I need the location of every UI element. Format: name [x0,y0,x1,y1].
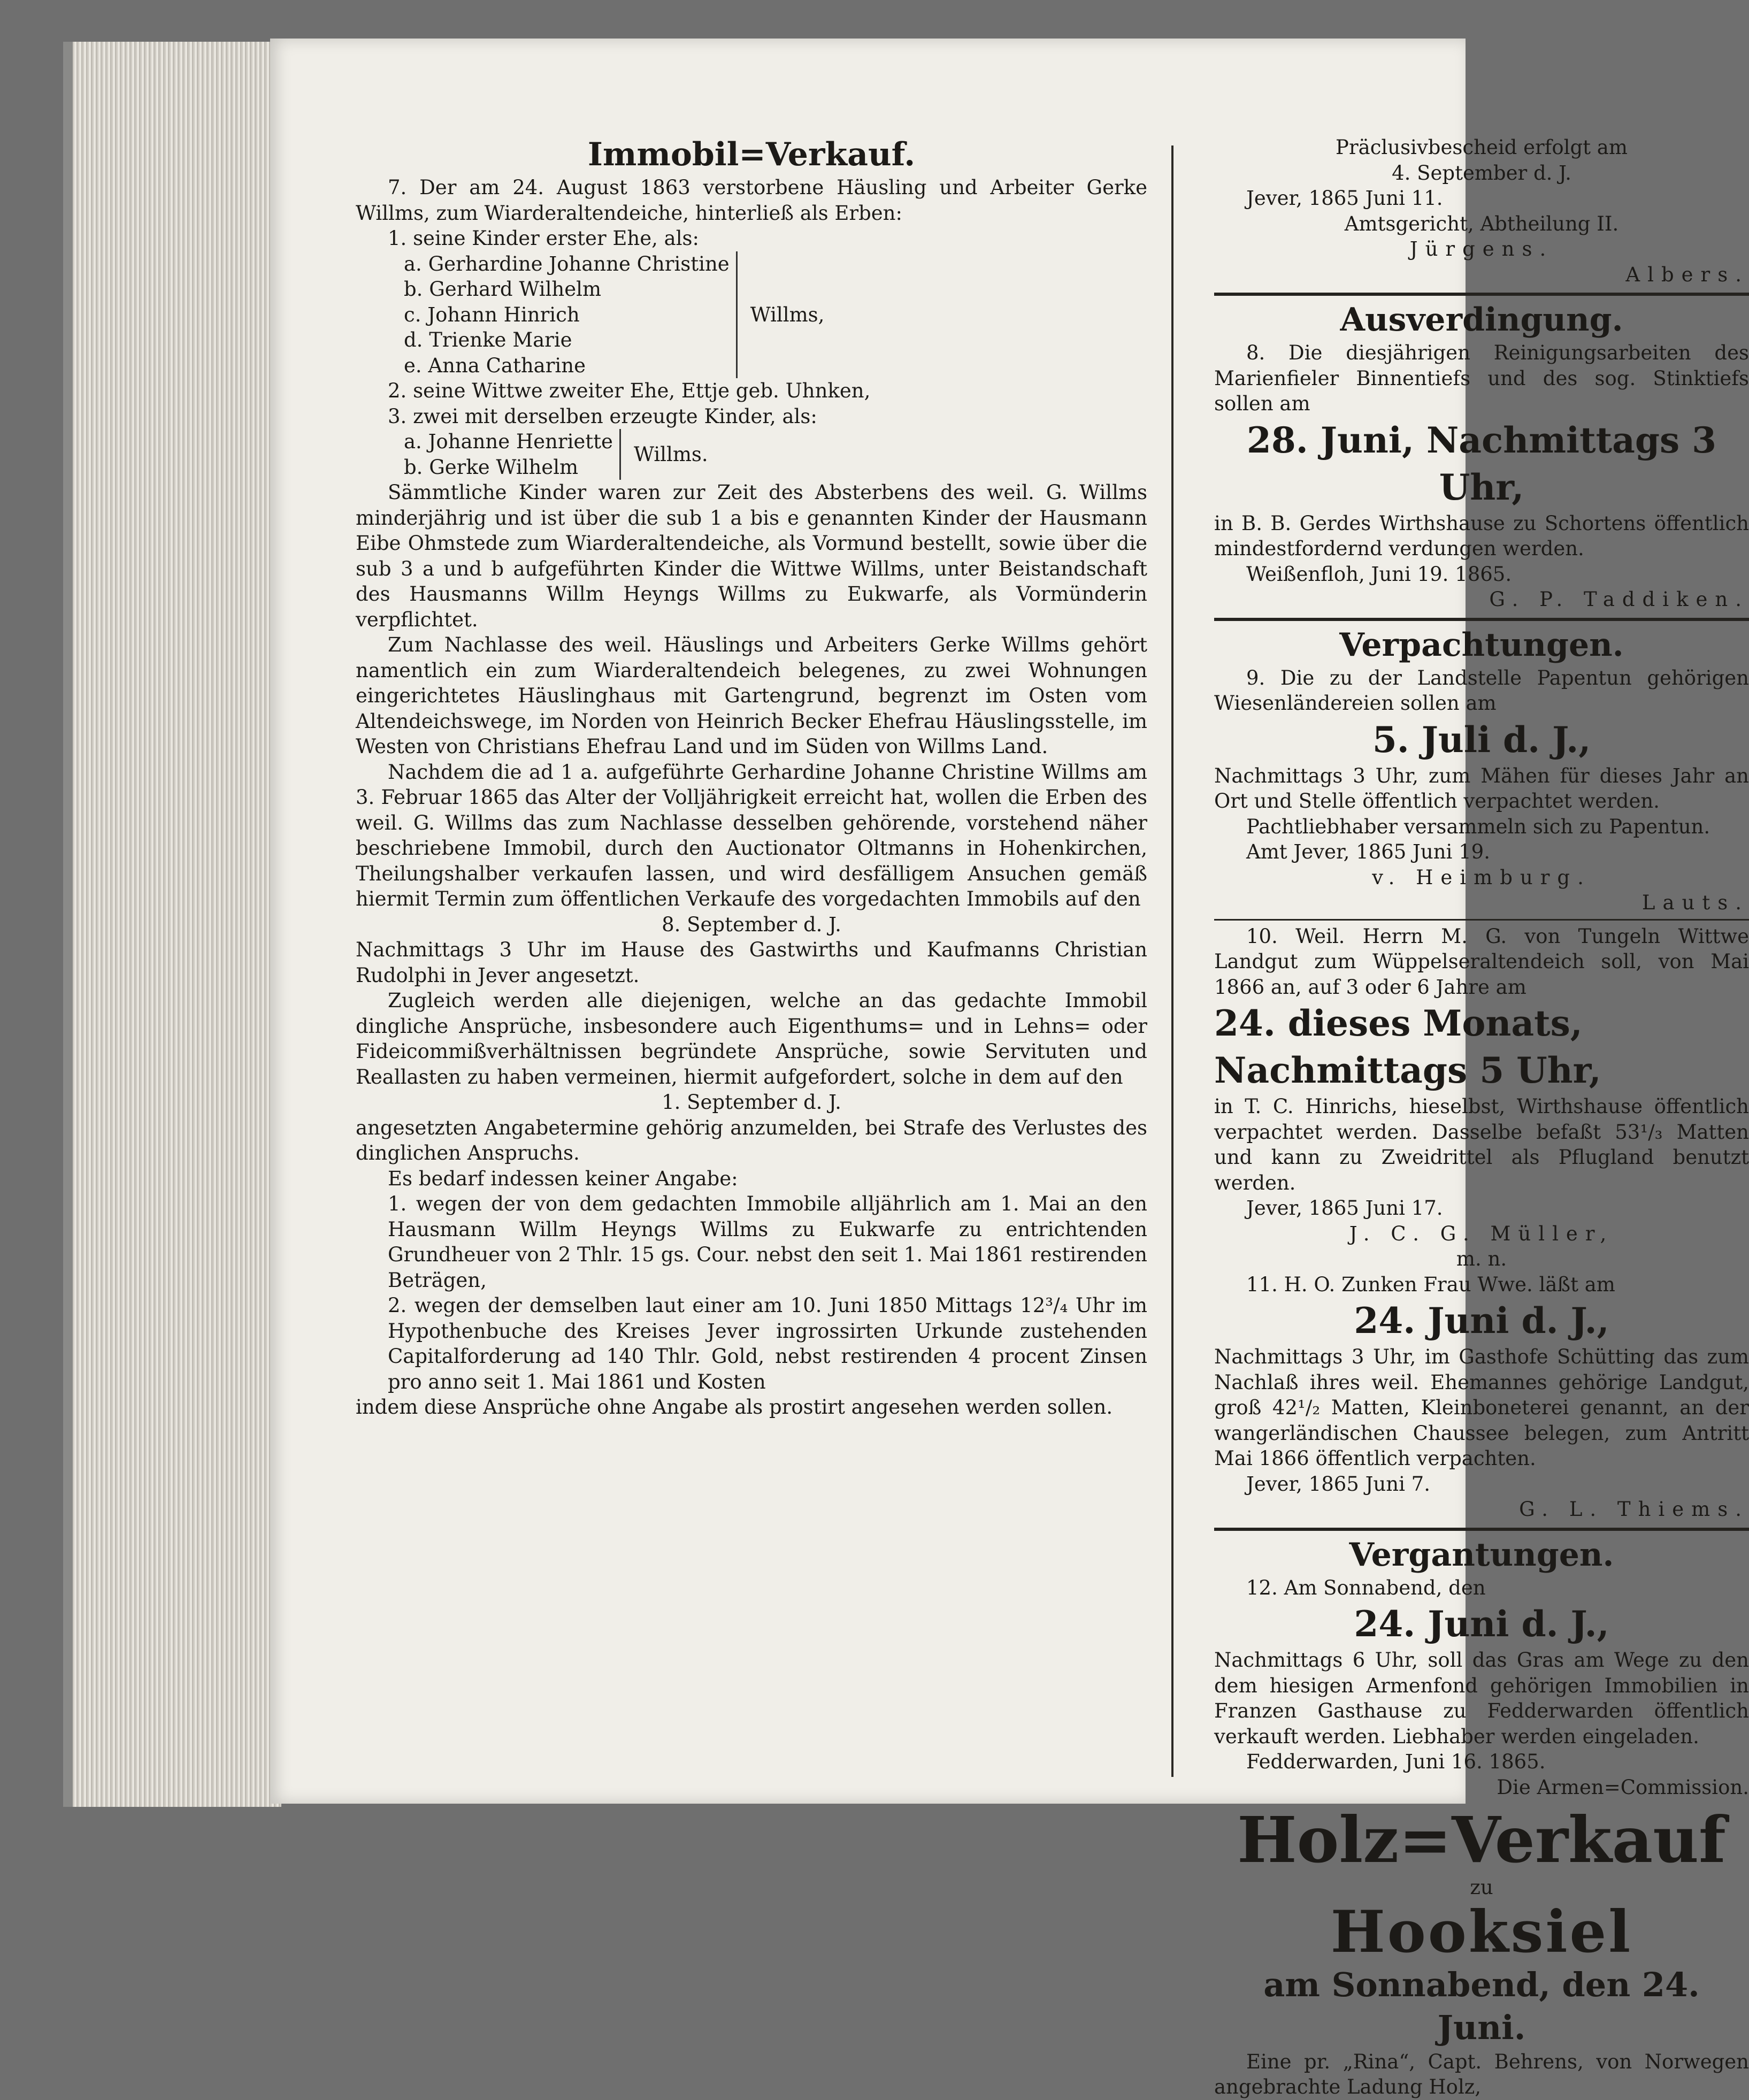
notice-8-text: 8. Die diesjährigen Reinigungsarbeiten des Marienfieler Binnentiefs und des sog. Stinktiefs sollen am [1214,341,1749,415]
claims-date: 1. September d. J. [662,1091,841,1114]
holz-verkauf-title: Holz=Verkauf [1237,1803,1726,1877]
ausverdingung-title: Ausverdingung. [1340,301,1623,339]
notice-9-dateline: Amt Jever, 1865 Juni 19. [1246,840,1490,863]
notice-10-signature-2: m. n. [1456,1247,1507,1270]
heir-item: b. Gerke Wilhelm [404,455,579,479]
court-name: Amtsgericht, Abtheilung II. [1344,212,1619,235]
guardianship-paragraph: Sämmtliche Kinder waren zur Zeit des Absterbens des weil. G. Willms minderjährig und ist über die sub 1 a bis e genannten Kinder der Hausmann Eibe Ohmstede zum Wiarderaltendeiche, als Vormund bestellt, sowie über die sub 3 a und b aufgeführten Kinder die Wittwe Willms, unter Beistandschaft des Hausmanns Willm Heyngs Willms zu Eukwarfe, als Vormünderin verpflichtet. [356,481,1147,631]
clerk-signature: Albers. [1625,263,1749,286]
preclusion-line: Präclusivbescheid erfolgt am [1336,136,1628,159]
notice-12-signature: Die Armen=Commission. [1497,1775,1749,1799]
heirs-group-2 [356,429,1147,480]
claims-paragraph: Zugleich werden alle diejenigen, welche an das gedachte Immobil dingliche Ansprüche, insbesondere auch Eigenthums= und in Lehns= oder Fideicommißverhältnissen begründete Ansprüche, sowie Servituten und Reallasten zu haben vermeinen, hiermit aufgefordert, solche in dem auf den [356,989,1147,1089]
holz-text: Eine pr. „Rina“, Capt. Behrens, von Norwegen angebrachte Ladung Holz, [1214,2050,1749,2098]
notice-9-signature-2: Lauts. [1641,891,1749,914]
notice-9-text: 9. Die zu der Landstelle Papentun gehörigen Wiesenländereien sollen am [1214,666,1749,715]
immobil-verkauf-title: Immobil=Verkauf. [587,136,916,173]
heirs-list-2 [404,429,621,480]
heirs-surname-2: Willms. [633,443,708,466]
court-signature: Jürgens. [1409,237,1554,260]
column-rule [1171,145,1173,1777]
exceptions-intro: Es bedarf indessen keiner Angabe: [388,1167,738,1190]
preclusion-date: 4. September d. J. [1392,161,1571,185]
heirs-surname-1: Willms, [750,303,825,326]
notice-9-details: Nachmittags 3 Uhr, zum Mähen für dieses Jahr an Ort und Stelle öffentlich verpachtet werden. [1214,764,1749,813]
left-column [356,135,1147,1420]
heir-item: d. Trienke Marie [404,328,572,351]
exception-1: 1. wegen der von dem gedachten Immobile alljährlich am 1. Mai an den Hausmann Willm Heyngs Willms zu Eukwarfe zu entrichtenden Grundheuer von 2 Thlr. 15 gs. Cour. nebst den seit 1. Mai 1861 restirenden Beträgen, [388,1192,1147,1292]
notice-10-text: 10. Weil. Herrn M. G. von Tungeln Wittwe Landgut zum Wüppelseraltendeich soll, von Mai 1866 an, auf 3 oder 6 Jahre am [1214,924,1749,999]
verpachtungen-title: Verpachtungen. [1339,626,1624,664]
holz-date: am Sonnabend, den 24. Juni. [1263,1965,1700,2047]
claims-penalty: angesetzten Angabetermine gehörig anzumelden, bei Strafe des Verlustes des dinglichen Anspruchs. [356,1116,1147,1164]
estate-paragraph: Zum Nachlasse des weil. Häuslings und Arbeiters Gerke Willms gehört namentlich ein zum Wiarderaltendeich belegenes, zu zwei Wohnungen eingerichtetes Häuslinghaus mit Gartengrund, begrenzt im Osten vom Altendeichswege, im Norden von Heinrich Becker Ehefrau Häuslingsstelle, im Westen von Christians Ehefrau Land und im Süden von Willms Land. [356,633,1147,758]
notice-divider [1214,919,1749,921]
notice-11-text: 11. H. O. Zunken Frau Wwe. läßt am [1246,1273,1615,1296]
holz-place: Hooksiel [1330,1898,1633,1966]
notice-12-dateline: Fedderwarden, Juni 16. 1865. [1246,1750,1546,1773]
vergantungen-title: Vergantungen. [1349,1536,1614,1574]
notice-8-signature: G. P. Taddiken. [1489,588,1749,611]
notice-11-details: Nachmittags 3 Uhr, im Gasthofe Schütting das zum Nachlaß ihres weil. Ehemannes gehörige Landgut, groß 42¹/₂ Matten, Kleinboneterei genannt, an der wangerländischen Chaussee belegen, zum Antritt Mai 1866 öffentlich verpachten. [1214,1345,1749,1470]
notice-9-signature: v. Heimburg. [1372,865,1591,889]
notice-10-date: 24. dieses Monats, Nachmittags 5 Uhr, [1214,1002,1601,1091]
newspaper-page [270,39,1749,2098]
holz-zu: zu [1470,1876,1493,1899]
heirs-line-1: 1. seine Kinder erster Ehe, als: [388,227,699,250]
notice-9-meeting: Pachtliebhaber versammeln sich zu Papentun. [1246,815,1710,838]
notice-8-date: 28. Juni, Nachmittags 3 Uhr, [1246,419,1717,508]
section-divider [1214,1528,1749,1531]
exception-2: 2. wegen der demselben laut einer am 10. Juni 1850 Mittags 12³/₄ Uhr im Hypothenbuche des Kreises Jever ingrossirten Urkunde zustehenden Capitalforderung ad 140 Thlr. Gold, nebst restirenden 4 procent Zinsen pro anno seit 1. Mai 1861 und Kosten [388,1294,1147,1393]
heirs-list-1 [404,251,738,379]
sale-time-place: Nachmittags 3 Uhr im Hause des Gastwirths und Kaufmanns Christian Rudolphi in Jever angesetzt. [356,938,1147,987]
notice-12-text: 12. Am Sonnabend, den [1246,1576,1486,1599]
notice-10-signature: J. C. G. Müller, [1349,1222,1614,1245]
court-date: Jever, 1865 Juni 11. [1246,187,1443,210]
sale-paragraph: Nachdem die ad 1 a. aufgeführte Gerhardine Johanne Christine Willms am 3. Februar 1865 das Alter der Volljährigkeit erreicht hat, wollen die Erben des weil. G. Willms das zum Nachlasse desselben gehörende, vorstehend näher beschriebene Immobil, durch den Auctionator Oltmanns in Hohenkirchen, Theilungshalber verkaufen lassen, und wird desfälligem Ansuchen gemäß hiermit Termin zum öffentlichen Verkaufe des vorgedachten Immobils auf den [356,760,1147,910]
heir-item: c. Johann Hinrich [404,303,580,326]
notice-11-dateline: Jever, 1865 Juni 7. [1246,1472,1430,1496]
heir-item: a. Johanne Henriette [404,430,613,453]
notice-9-date: 5. Juli d. J., [1372,718,1591,761]
heir-item: e. Anna Catharine [404,354,586,377]
right-column [1214,135,1749,2100]
heirs-line-3: 3. zwei mit derselben erzeugte Kinder, als: [388,404,817,428]
section-divider [1214,618,1749,621]
notice-8-dateline: Weißenfloh, Juni 19. 1865. [1246,562,1512,586]
notice-11-signature: G. L. Thiems. [1519,1498,1749,1521]
heir-item: a. Gerhardine Johanne Christine [404,252,730,275]
notice-10-dateline: Jever, 1865 Juni 17. [1246,1197,1443,1220]
heirs-group-1 [356,251,1147,379]
sale-date: 8. September d. J. [662,913,841,936]
notice-11-date: 24. Juni d. J., [1354,1300,1609,1342]
heir-item: b. Gerhard Wilhelm [404,278,602,301]
notice-12-date: 24. Juni d. J., [1354,1603,1609,1645]
notice-8-place: in B. B. Gerdes Wirthshause zu Schortens öffentlich mindestfordernd verdungen werden. [1214,511,1749,560]
notice-10-details: in T. C. Hinrichs, hieselbst, Wirthshause öffentlich verpachtet werden. Dasselbe befaßt 53¹/₃ Matten und kann zu Zweidrittel als Pflugland benutzt werden. [1214,1095,1749,1194]
book-page-edges [63,42,281,1807]
notice-12-details: Nachmittags 6 Uhr, soll das Gras am Wege zu den dem hiesigen Armenfond gehörigen Immobilien in Franzen Gasthause zu Fedderwarden öffentlich verkauft werden. Liebhaber werden eingeladen. [1214,1649,1749,1748]
exceptions-closing: indem diese Ansprüche ohne Angabe als prostirt angesehen werden sollen. [356,1396,1113,1419]
notice-7-intro: 7. Der am 24. August 1863 verstorbene Häusling und Arbeiter Gerke Willms, zum Wiarderaltendeiche, hinterließ als Erben: [356,176,1147,225]
heirs-line-2: 2. seine Wittwe zweiter Ehe, Ettje geb. Uhnken, [388,379,871,402]
section-divider [1214,293,1749,296]
